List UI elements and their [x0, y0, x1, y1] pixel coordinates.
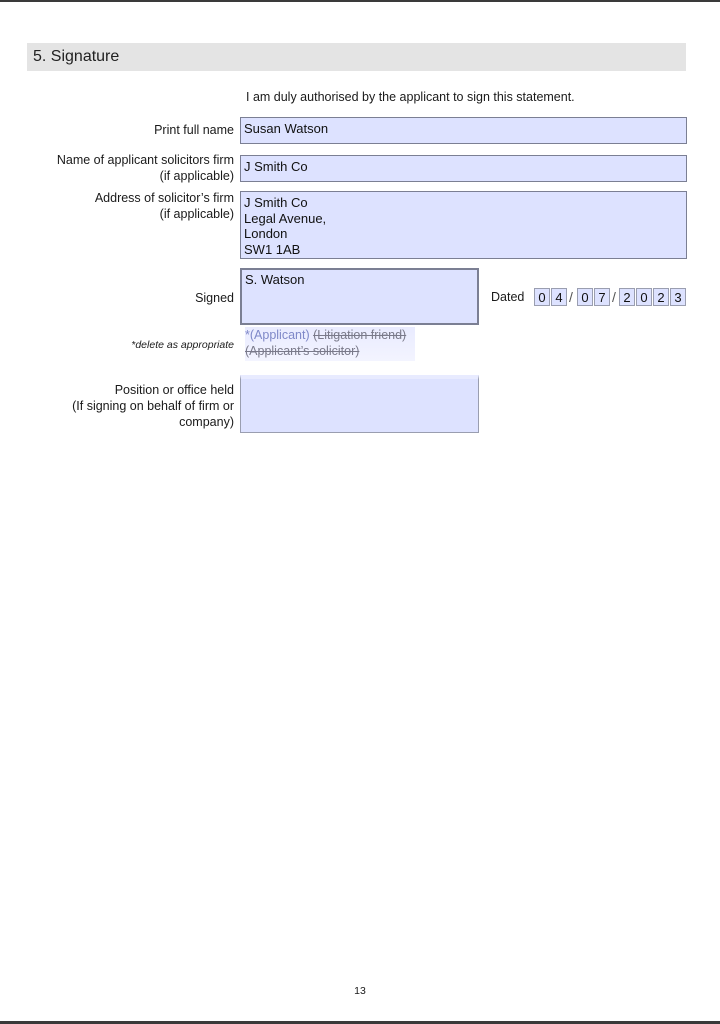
capacity-selector[interactable]: [245, 327, 415, 361]
section-header: 5. Signature: [27, 43, 686, 71]
position-field[interactable]: [240, 375, 479, 433]
date-separator: /: [569, 289, 573, 305]
signed-label: Signed: [195, 291, 234, 305]
firm-address-field[interactable]: J Smith Co Legal Avenue, London SW1 1AB: [240, 191, 687, 259]
firm-name-label-main: Name of applicant solicitors firm: [56, 153, 234, 167]
date-year-digit-1[interactable]: 2: [619, 288, 635, 306]
firm-address-label-main: Address of solicitor’s firm: [94, 191, 234, 205]
signature-field[interactable]: S. Watson: [240, 268, 479, 325]
date-month-digit-1[interactable]: 0: [577, 288, 593, 306]
date-year-digit-4[interactable]: 3: [670, 288, 686, 306]
firm-name-label-sub: (if applicable): [159, 169, 234, 183]
date-separator: /: [612, 289, 616, 305]
firm-name-field[interactable]: J Smith Co: [240, 155, 687, 182]
position-label-main: Position or office held: [114, 383, 234, 397]
position-label-sub-2: company): [179, 415, 234, 429]
capacity-applicant-solicitor: (Applicant’s solicitor): [245, 344, 360, 358]
date-year-digit-3[interactable]: 2: [653, 288, 669, 306]
top-rule: [0, 0, 720, 2]
date-day-digit-2[interactable]: 4: [551, 288, 567, 306]
authorisation-statement: I am duly authorised by the applicant to sign this statement.: [246, 90, 575, 104]
firm-name-label: [57, 152, 234, 184]
date-year-digit-2[interactable]: 0: [636, 288, 652, 306]
page-number: 13: [354, 985, 366, 997]
capacity-applicant: *(Applicant): [245, 328, 310, 342]
firm-address-label-sub: (if applicable): [159, 207, 234, 221]
date-day-digit-1[interactable]: 0: [534, 288, 550, 306]
delete-as-appropriate-note: *delete as appropriate: [131, 339, 234, 351]
firm-address-label: [95, 190, 234, 222]
date-month-digit-2[interactable]: 7: [594, 288, 610, 306]
full-name-field[interactable]: Susan Watson: [240, 117, 687, 144]
capacity-litigation-friend: (Litigation friend): [313, 328, 407, 342]
position-label-sub: (If signing on behalf of firm or: [72, 399, 234, 413]
full-name-label: Print full name: [154, 123, 234, 137]
dated-label: Dated: [491, 290, 525, 304]
position-label: [72, 382, 234, 430]
